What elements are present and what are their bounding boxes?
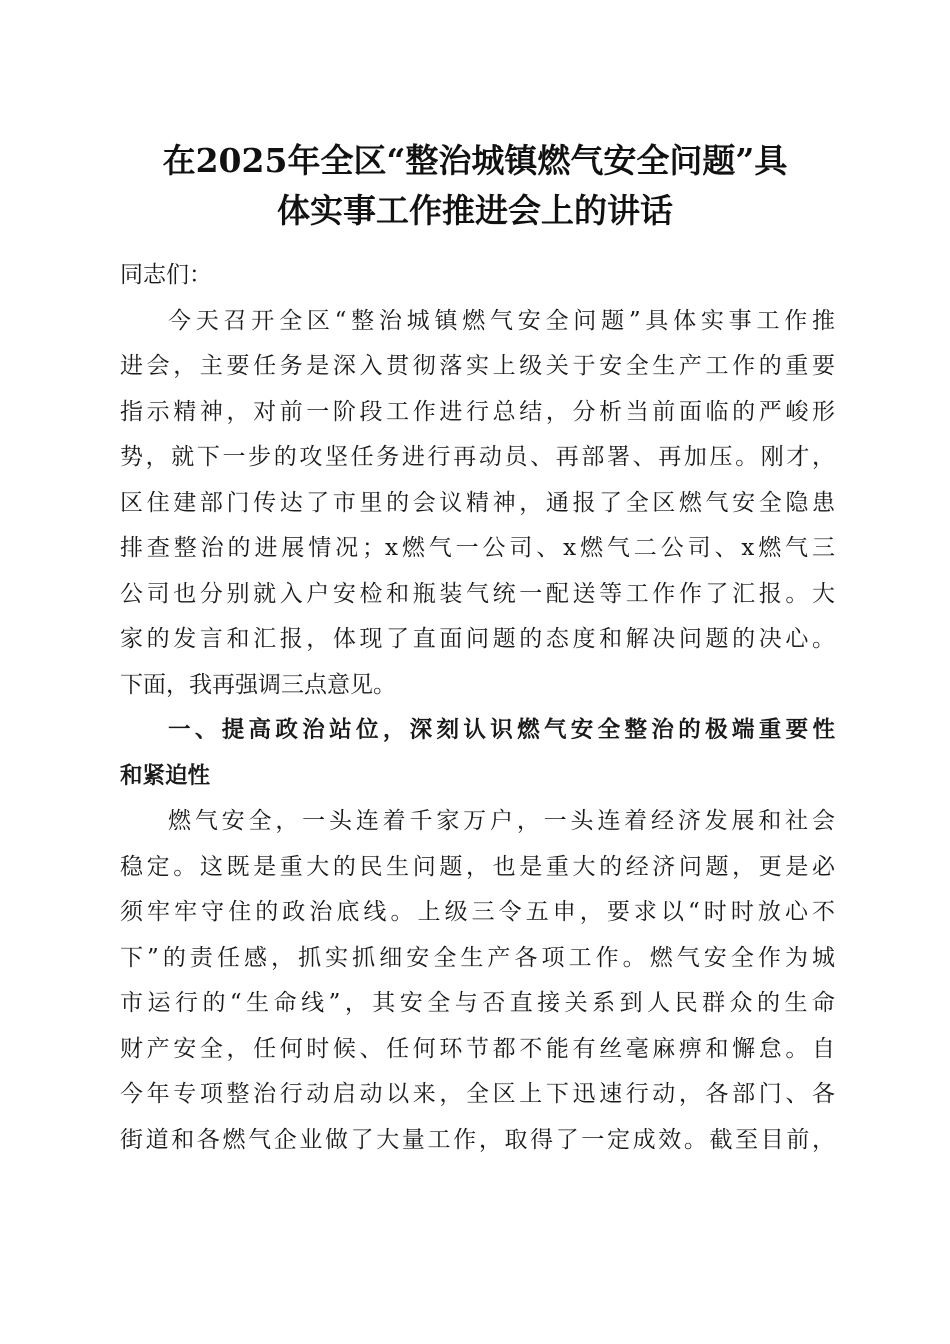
salutation: 同志们：	[120, 262, 212, 288]
paragraph-line: 下面，我再强调三点意见。	[120, 671, 396, 698]
document-body	[120, 253, 835, 1163]
paragraph-intro	[120, 299, 835, 709]
paragraph-line: 街道和各燃气企业做了大量工作，取得了一定成效。截至目前，	[120, 1126, 835, 1153]
paragraph-line: 排查整治的进展情况；x燃气一公司、x燃气二公司、x燃气三	[120, 535, 835, 561]
title-line: 体实事工作推进会上的讲话	[277, 191, 673, 230]
paragraph-line: 势，就下一步的攻坚任务进行再动员、再部署、再加压。刚才，	[120, 444, 835, 470]
paragraph-line: 财产安全，任何时候、任何环节都不能有丝毫麻痹和懈怠。自	[120, 1035, 835, 1062]
paragraph-line: 稳定。这既是重大的民生问题，也是重大的经济问题，更是必	[120, 853, 835, 880]
paragraph-line: 今年专项整治行动启动以来，全区上下迅速行动，各部门、各	[120, 1081, 835, 1107]
heading-line: 和紧迫性	[120, 762, 211, 789]
paragraph-line: 市运行的“生命线”，其安全与否直接关系到人民群众的生命	[120, 990, 835, 1016]
document-title	[100, 136, 850, 236]
paragraph-line: 指示精神，对前一阶段工作进行总结，分析当前面临的严峻形	[120, 398, 835, 425]
paragraph-section-1	[120, 799, 835, 1163]
heading-line: 一、提高政治站位，深刻认识燃气安全整治的极端重要性	[168, 717, 835, 743]
paragraph-line: 今天召开全区“整治城镇燃气安全问题”具体实事工作推	[168, 307, 835, 334]
section-heading-1	[120, 708, 835, 799]
paragraph-line: 进会，主要任务是深入贯彻落实上级关于安全生产工作的重要	[120, 353, 835, 379]
title-line: 在2025年全区“整治城镇燃气安全问题”具	[162, 141, 788, 180]
paragraph-line: 下”的责任感，抓实抓细安全生产各项工作。燃气安全作为城	[120, 944, 835, 971]
paragraph-line: 区住建部门传达了市里的会议精神，通报了全区燃气安全隐患	[120, 489, 835, 516]
paragraph-line: 须牢牢守住的政治底线。上级三令五申，要求以“时时放心不	[120, 899, 835, 925]
paragraph-line: 家的发言和汇报，体现了直面问题的态度和解决问题的决心。	[120, 626, 835, 652]
paragraph-line: 燃气安全，一头连着千家万户，一头连着经济发展和社会	[168, 808, 835, 834]
paragraph-line: 公司也分别就入户安检和瓶装气统一配送等工作作了汇报。大	[120, 580, 835, 607]
